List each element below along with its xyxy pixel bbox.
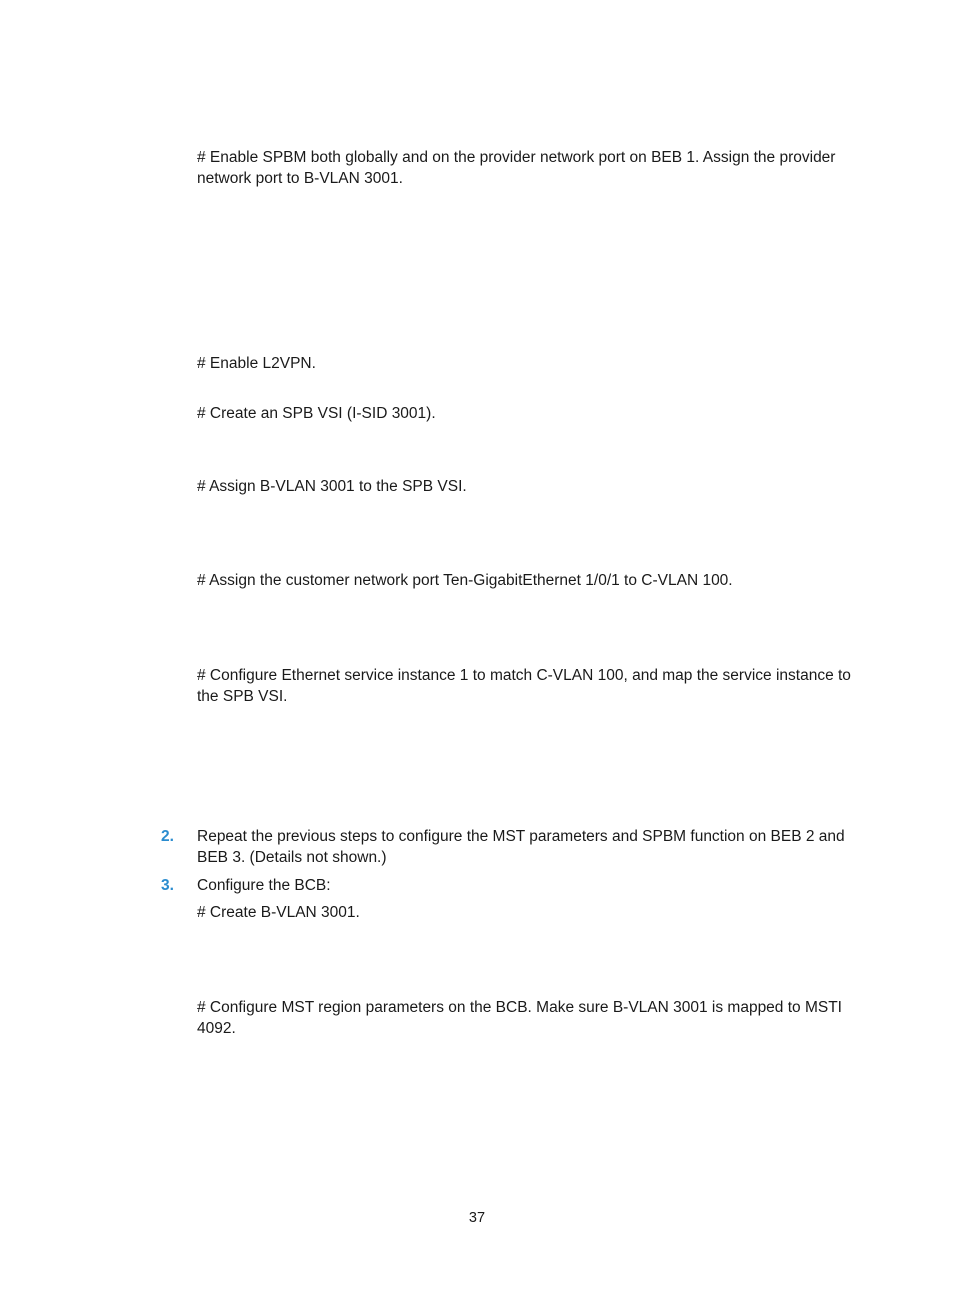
step-number-3: 3. [161,877,174,894]
instruction-assign-bvlan: # Assign B-VLAN 3001 to the SPB VSI. [197,478,467,495]
instruction-enable-l2vpn: # Enable L2VPN. [197,355,316,372]
instruction-configure-service-instance: # Configure Ethernet service instance 1 to match C-VLAN 100, and map the service instance to the SPB VSI. [197,667,851,705]
instruction-create-spb-vsi: # Create an SPB VSI (I-SID 3001). [197,405,436,422]
step-text-3: Configure the BCB: [197,877,331,894]
step-number-2: 2. [161,828,174,845]
page-number: 37 [468,1210,486,1226]
step-text-2: Repeat the previous steps to configure the MST parameters and SPBM function on BEB 2 and BEB 3. (Details not shown.) [197,828,845,866]
instruction-configure-mst-region: # Configure MST region parameters on the BCB. Make sure B-VLAN 3001 is mapped to MSTI 4092. [197,999,842,1037]
instruction-enable-spbm: # Enable SPBM both globally and on the provider network port on BEB 1. Assign the provider network port to B-VLAN 3001. [197,149,836,187]
instruction-assign-customer-port: # Assign the customer network port Ten-GigabitEthernet 1/0/1 to C-VLAN 100. [197,572,733,589]
instruction-create-bvlan: # Create B-VLAN 3001. [197,904,360,921]
